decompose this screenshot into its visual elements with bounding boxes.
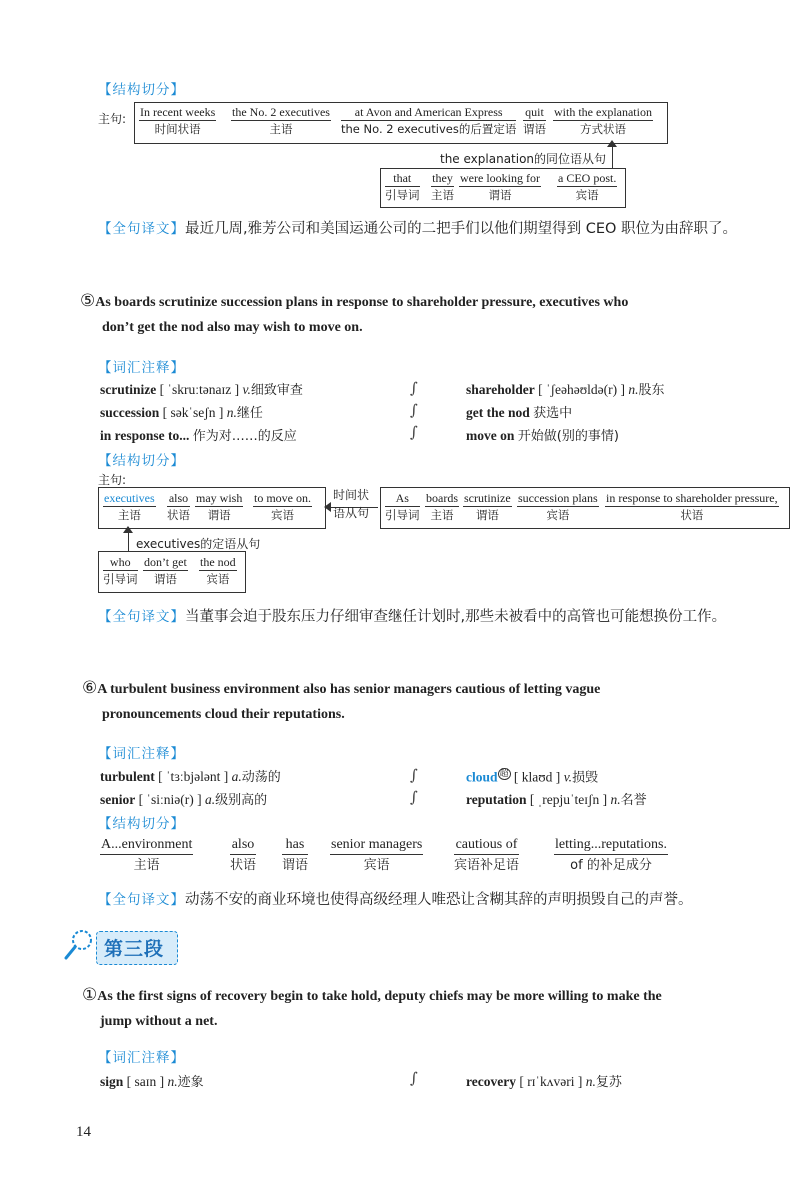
sentence-line: pronouncements cloud their reputations.: [102, 707, 345, 722]
section-title: 第三段: [104, 938, 165, 960]
wave-divider: ∫ ∫ ∫: [410, 379, 418, 441]
translation-block: [98, 216, 778, 242]
main-clause-box: [98, 487, 326, 529]
sentence-line: As the first signs of recovery begin to take hold, deputy chiefs may be more willing to make the: [97, 989, 662, 1004]
adverbial-clause-label: 时间状 语从句: [333, 488, 370, 520]
seg: cautious of 宾语补足语: [454, 837, 520, 873]
vocab-item: scrutinize [ ˈskruːtənaɪz ] v.细致审查: [100, 382, 303, 398]
sentence-s3-1: [82, 982, 662, 1034]
seg: A...environment 主语: [101, 837, 193, 873]
seg: the No. 2 executives 主语: [232, 105, 330, 136]
vocab-item: in response to... 作为对……的反应: [100, 428, 297, 444]
seg: quit 谓语: [523, 105, 546, 136]
seg: at Avon and American Express the No. 2 executives的后置定语: [341, 105, 517, 136]
magnifier-icon: [62, 926, 98, 962]
appositive-label: the explanation的同位语从句: [440, 152, 607, 166]
sentence-6: [82, 675, 600, 727]
vocab-tag: 【词汇注释】: [98, 746, 185, 762]
seg: who 引导词: [103, 555, 138, 586]
seg: they 主语: [431, 171, 454, 202]
sentence-5: [80, 288, 628, 340]
arrow-up-icon: [607, 140, 617, 147]
adverbial-clause-box: [380, 487, 790, 529]
translation-tag: 【全句译文】: [98, 221, 185, 237]
seg: that 引导词: [385, 171, 420, 202]
seg: As 引导词: [385, 491, 420, 522]
main-clause-label: 主句:: [98, 473, 127, 487]
vocab-item: sign [ saɪn ] n.迹象: [100, 1074, 204, 1090]
relative-clause-label: executives的定语从句: [136, 537, 261, 551]
seg: In recent weeks 时间状语: [140, 105, 216, 136]
sentence-number: ⑥: [82, 678, 98, 697]
seg: a CEO post. 宾语: [558, 171, 617, 202]
translation-tag: 【全句译文】: [98, 892, 185, 908]
page-number: 14: [76, 1124, 91, 1140]
seg: succession plans 宾语: [518, 491, 598, 522]
translation-block: [98, 887, 778, 913]
seg: boards 主语: [426, 491, 458, 522]
arrow-left-icon: [324, 502, 331, 512]
sentence-number: ①: [82, 985, 98, 1004]
seg: has 谓语: [282, 837, 309, 873]
seg: also 状语: [230, 837, 257, 873]
vocab-item: move on 开始做(别的事情): [466, 428, 619, 444]
translation-text: 当董事会迫于股东压力仔细审查继任计划时,那些未被看中的高管也可能想换份工作。: [185, 609, 727, 625]
seg: the nod 宾语: [200, 555, 236, 586]
seg: executives 主语: [104, 491, 155, 522]
translation-block: [98, 604, 778, 630]
vocab-tag: 【词汇注释】: [98, 1050, 185, 1066]
exam-badge: 超: [499, 769, 509, 779]
sentence-number: ⑤: [80, 291, 96, 310]
vocab-tag: 【词汇注释】: [98, 360, 185, 376]
seg: with the explanation 方式状语: [554, 105, 652, 136]
main-clause-label: 主句:: [98, 112, 127, 126]
appositive-box: [380, 168, 626, 208]
vocab-item: recovery [ rɪˈkʌvəri ] n.复苏: [466, 1074, 622, 1090]
vocab-item: get the nod 获选中: [466, 405, 573, 421]
wave-divider: ∫: [410, 1069, 418, 1087]
seg: senior managers 宾语: [331, 837, 423, 873]
seg: don’t get 谓语: [144, 555, 187, 586]
sentence-line: jump without a net.: [100, 1014, 218, 1029]
translation-text: 动荡不安的商业环境也使得高级经理人唯恐让含糊其辞的声明损毁自己的声誉。: [185, 892, 693, 908]
seg: were looking for 谓语: [460, 171, 540, 202]
struct-tag: 【结构切分】: [98, 816, 185, 832]
vocab-item: senior [ ˈsiːniə(r) ] a.级别高的: [100, 792, 268, 808]
vocab-item: succession [ səkˈseʃn ] n.继任: [100, 405, 263, 421]
translation-tag: 【全句译文】: [98, 609, 185, 625]
seg: also 状语: [167, 491, 190, 522]
vocab-item: turbulent [ ˈtɜːbjələnt ] a.动荡的: [100, 769, 281, 785]
seg: to move on. 宾语: [254, 491, 311, 522]
sentence-line: A turbulent business environment also has senior managers cautious of letting vague: [97, 682, 601, 697]
vocab-item: cloud $^超$ [ klaʊd ] v.损毁: [466, 769, 599, 786]
seg: letting...reputations. of 的补足成分: [555, 837, 667, 873]
relative-clause-box: [98, 551, 246, 593]
wave-divider: ∫ ∫: [410, 766, 418, 806]
translation-text: 最近几周,雅芳公司和美国运通公司的二把手们以他们期望得到 CEO 职位为由辞职了。: [185, 221, 738, 237]
arrow-up-icon: [123, 526, 133, 533]
sentence-line: As boards scrutinize succession plans in response to shareholder pressure, executives who: [95, 295, 629, 310]
struct-tag: 【结构切分】: [98, 453, 185, 469]
vocab-item: reputation [ ˌrepjuˈteɪʃn ] n.名誉: [466, 792, 647, 808]
main-clause-box: [134, 102, 668, 144]
struct-tag: 【结构切分】: [98, 82, 185, 98]
sentence-line: don’t get the nod also may wish to move on.: [102, 320, 363, 335]
seg: scrutinize 谓语: [464, 491, 511, 522]
seg: may wish 谓语: [196, 491, 243, 522]
vocab-item: shareholder [ ˈʃeəhəʊldə(r) ] n.股东: [466, 382, 665, 398]
seg: in response to shareholder pressure, 状语: [606, 491, 778, 522]
